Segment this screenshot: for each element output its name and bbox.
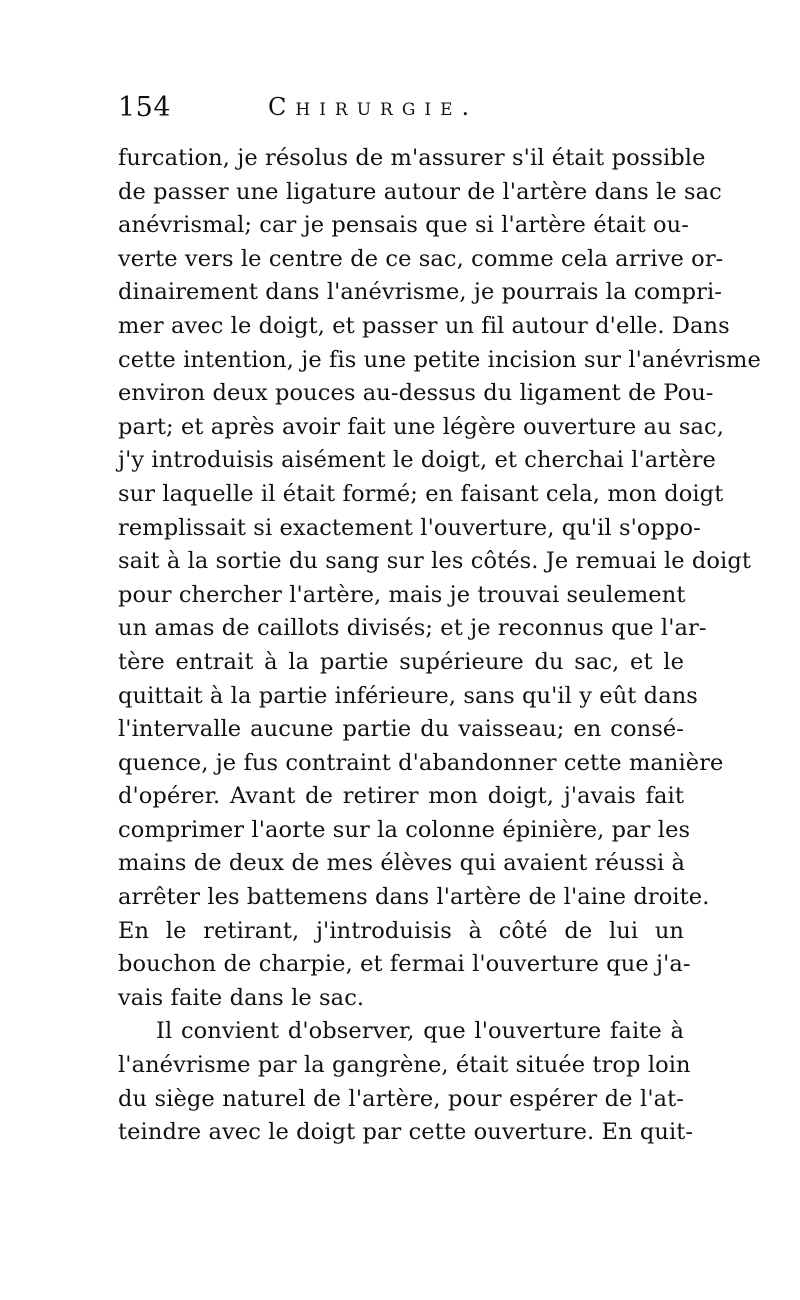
text-line: arrêter les battemens dans l'artère de l'aine droite. (118, 884, 710, 911)
text-line: environ deux pouces au-dessus du ligament de Pou- (118, 380, 714, 407)
page-header (118, 92, 688, 132)
text-line: j'y introduisis aisément le doigt, et cherchai l'artère (118, 447, 716, 474)
text-line: part; et après avoir fait une légère ouverture au sac, (118, 413, 725, 440)
text-line: bouchon de charpie, et fermai l'ouverture que j'a- (118, 951, 691, 978)
page-number: 154 (118, 92, 172, 123)
running-head: Chirurgie. (268, 93, 479, 121)
paragraph-end-line: vais faite dans le sac. (118, 984, 365, 1011)
text-line: du siège naturel de l'artère, pour espérer de l'at- (118, 1085, 684, 1112)
text-line: En le retirant, j'introduisis à côté de lui un (118, 917, 684, 944)
text-line: mer avec le doigt, et passer un fil autour d'elle. Dans (118, 312, 730, 339)
text-line: l'anévrisme par la gangrène, était située trop loin (118, 1052, 691, 1079)
text-line: quittait à la partie inférieure, sans qu'il y eût dans (118, 682, 698, 709)
body-text (118, 142, 761, 1150)
text-line: de passer une ligature autour de l'artère dans le sac (118, 178, 722, 205)
text-line: furcation, je résolus de m'assurer s'il était possible (118, 145, 706, 171)
text-line: remplissait si exactement l'ouverture, qu'il s'oppo- (118, 514, 701, 541)
text-line: tère entrait à la partie supérieure du sac, et le (118, 648, 684, 675)
text-line: cette intention, je fis une petite incision sur l'anévrisme (118, 346, 761, 373)
text-line: verte vers le centre de ce sac, comme cela arrive or- (118, 245, 724, 272)
text-line: comprimer l'aorte sur la colonne épinière, par les (118, 816, 691, 843)
text-line: l'intervalle aucune partie du vaisseau; en consé- (118, 716, 684, 743)
text-line: dinairement dans l'anévrisme, je pourrais la compri- (118, 279, 722, 306)
text-line: sur laquelle il était formé; en faisant cela, mon doigt (118, 480, 724, 507)
text-line: teindre avec le doigt par cette ouverture. En quit- (118, 1119, 694, 1146)
text-line: un amas de caillots divisés; et je reconnus que l'ar- (118, 615, 707, 642)
text-line: pour chercher l'artère, mais je trouvai seulement (118, 581, 686, 608)
text-line: quence, je fus contraint d'abandonner cette manière (118, 749, 724, 776)
text-line: mains de deux de mes élèves qui avaient réussi à (118, 850, 686, 877)
text-line: anévrismal; car je pensais que si l'artère était ou- (118, 212, 689, 239)
text-line: sait à la sortie du sang sur les côtés. Je remuai le doigt (118, 548, 751, 575)
text-line: d'opérer. Avant de retirer mon doigt, j'avais fait (118, 783, 684, 810)
paragraph-first-line: Il convient d'observer, que l'ouverture faite à (156, 1018, 684, 1045)
